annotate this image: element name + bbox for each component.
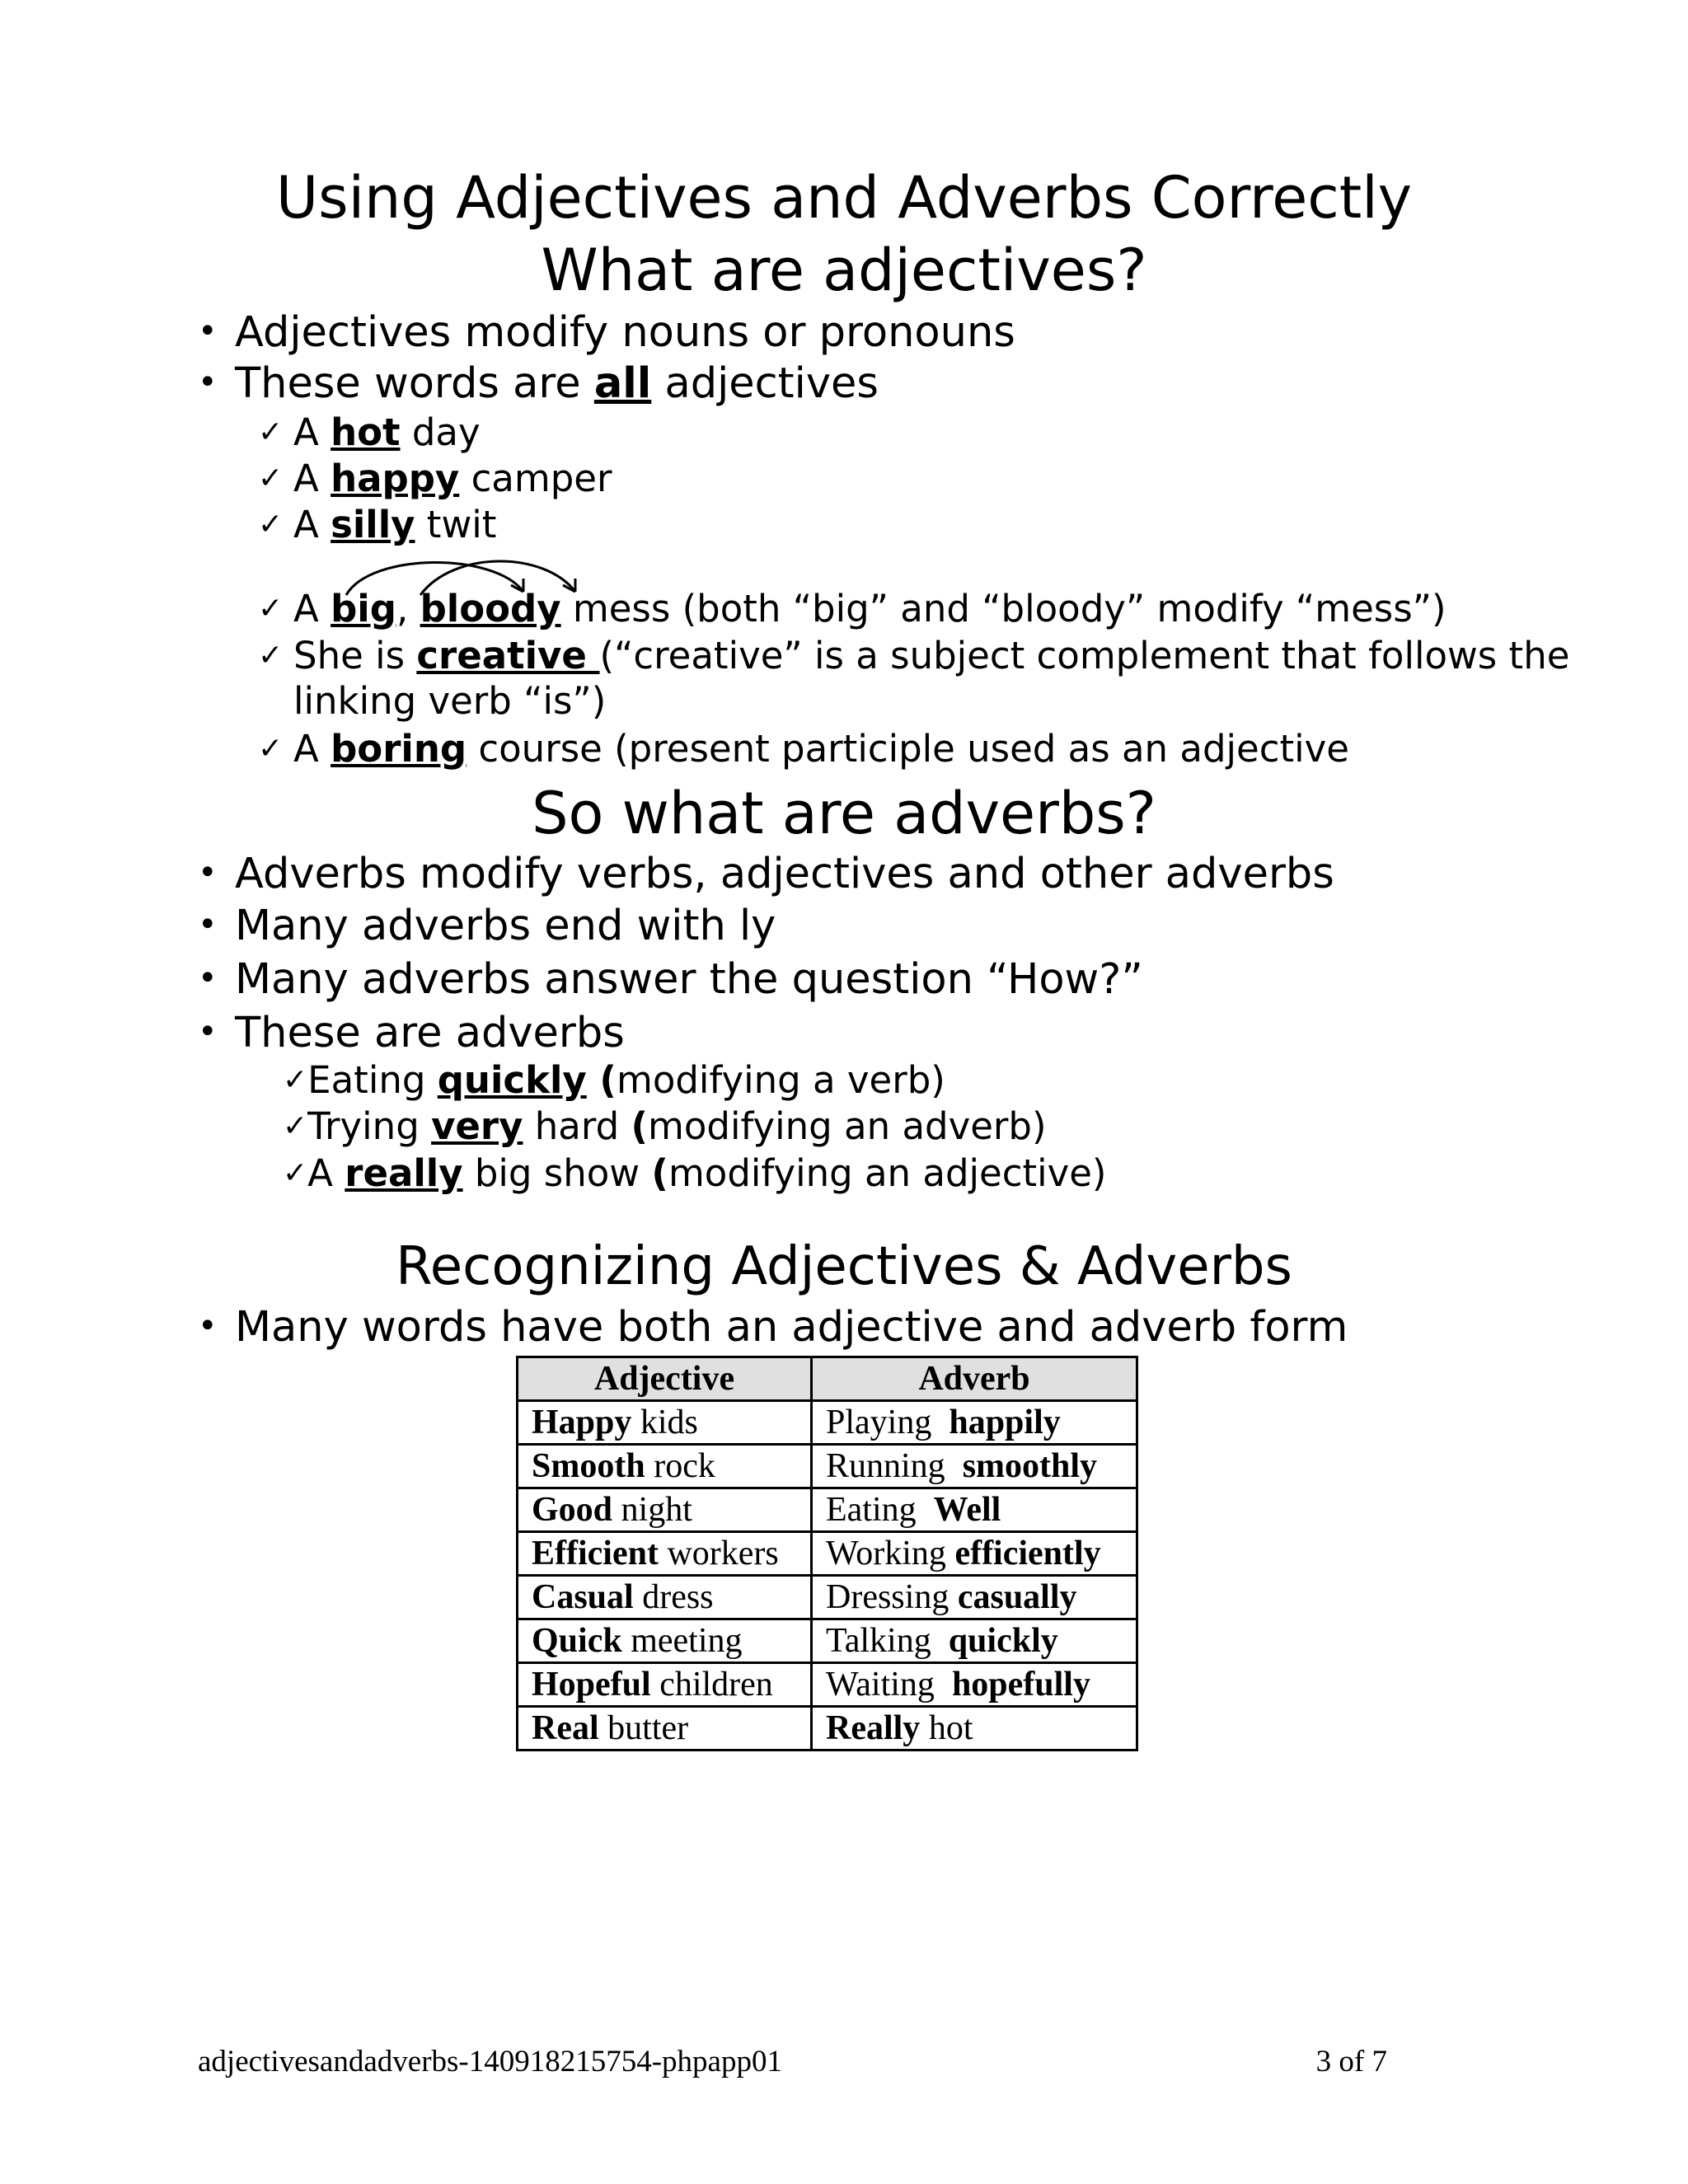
section-heading-recognizing: Recognizing Adjectives & Adverbs xyxy=(396,1236,1292,1297)
adjective-cell: Efficient workers xyxy=(518,1532,812,1576)
adverb-example: ✓A really big show (modifying an adjective) xyxy=(283,1151,1107,1195)
bullet-dot: • xyxy=(198,363,218,401)
bullet-item: • Many adverbs answer the question “How?” xyxy=(198,955,1143,1004)
adjective-cell: Quick meeting xyxy=(518,1619,812,1663)
table-row xyxy=(518,1707,1137,1750)
adverb-cell: Talking quickly xyxy=(812,1619,1137,1663)
table-row xyxy=(518,1576,1137,1619)
adverb-cell: Running smoothly xyxy=(812,1445,1137,1488)
adjective-cell: Good night xyxy=(518,1488,812,1532)
checkmark-icon: ✓ xyxy=(258,415,284,449)
table-row xyxy=(518,1619,1137,1663)
bullet-item: • These words are all adjectives xyxy=(198,359,879,408)
adjective-adverb-table xyxy=(516,1356,1138,1751)
adjective-example: ✓ A hot day xyxy=(258,410,481,454)
checkmark-icon: ✓ xyxy=(283,1156,308,1190)
checkmark-icon: ✓ xyxy=(258,592,284,626)
page-title: Using Adjectives and Adverbs Correctly xyxy=(275,164,1413,232)
adjective-cell: Smooth rock xyxy=(518,1445,812,1488)
section-heading-adverbs: So what are adverbs? xyxy=(532,780,1156,847)
adverb-cell: Eating Well xyxy=(812,1488,1137,1532)
adjective-cell: Hopeful children xyxy=(518,1663,812,1707)
bullet-item: • Adjectives modify nouns or pronouns xyxy=(198,308,1015,357)
checkmark-icon: ✓ xyxy=(258,639,284,673)
table-row xyxy=(518,1401,1137,1445)
footer-page-number: 3 of 7 xyxy=(1315,2045,1387,2079)
checkmark-icon: ✓ xyxy=(258,732,284,766)
bullet-dot: • xyxy=(198,959,218,997)
bullet-dot: • xyxy=(198,906,218,944)
bullet-item: • Adverbs modify verbs, adjectives and other adverbs xyxy=(198,850,1334,898)
adverb-example: ✓Trying very hard (modifying an adverb) xyxy=(283,1104,1047,1148)
section-heading-adjectives: What are adjectives? xyxy=(541,237,1147,304)
table-header-row xyxy=(518,1357,1137,1401)
table-row xyxy=(518,1663,1137,1707)
bullet-item: • These are adverbs xyxy=(198,1009,625,1057)
column-header-adverb: Adverb xyxy=(812,1357,1137,1401)
adverb-example: ✓Eating quickly (modifying a verb) xyxy=(283,1058,945,1102)
footer-filename: adjectivesandadverbs-140918215754-phpapp01 xyxy=(198,2045,782,2079)
adjective-cell: Happy kids xyxy=(518,1401,812,1445)
adjective-example: ✓ She is creative (“creative” is a subject complement that follows the xyxy=(258,634,1570,677)
bullet-item: • Many adverbs end with ly xyxy=(198,902,776,950)
adjective-example: ✓ A big, bloody mess (both “big” and “bloody” modify “mess”) xyxy=(258,587,1447,630)
adjective-example: ✓ A boring course (present participle used as an adjective xyxy=(258,727,1349,771)
adjective-cell: Real butter xyxy=(518,1707,812,1750)
adverb-cell: Really hot xyxy=(812,1707,1137,1750)
table-row xyxy=(518,1445,1137,1488)
checkmark-icon: ✓ xyxy=(258,508,284,541)
bullet-dot: • xyxy=(198,854,218,892)
adjective-cell: Casual dress xyxy=(518,1576,812,1619)
bullet-dot: • xyxy=(198,1013,218,1051)
adjective-example-continuation: linking verb “is”) xyxy=(293,679,607,723)
checkmark-icon: ✓ xyxy=(258,462,284,495)
adverb-cell: Waiting hopefully xyxy=(812,1663,1137,1707)
table-row xyxy=(518,1532,1137,1576)
adverb-cell: Dressing casually xyxy=(812,1576,1137,1619)
bullet-dot: • xyxy=(198,1307,218,1345)
adverb-cell: Working efficiently xyxy=(812,1532,1137,1576)
checkmark-icon: ✓ xyxy=(283,1109,308,1143)
table-row xyxy=(518,1488,1137,1532)
bullet-item: • Many words have both an adjective and adverb form xyxy=(198,1303,1348,1352)
checkmark-icon: ✓ xyxy=(283,1063,308,1097)
adjective-example: ✓ A silly twit xyxy=(258,503,497,546)
column-header-adjective: Adjective xyxy=(518,1357,812,1401)
bullet-dot: • xyxy=(198,312,218,350)
adverb-cell: Playing happily xyxy=(812,1401,1137,1445)
adjective-example: ✓ A happy camper xyxy=(258,457,612,500)
